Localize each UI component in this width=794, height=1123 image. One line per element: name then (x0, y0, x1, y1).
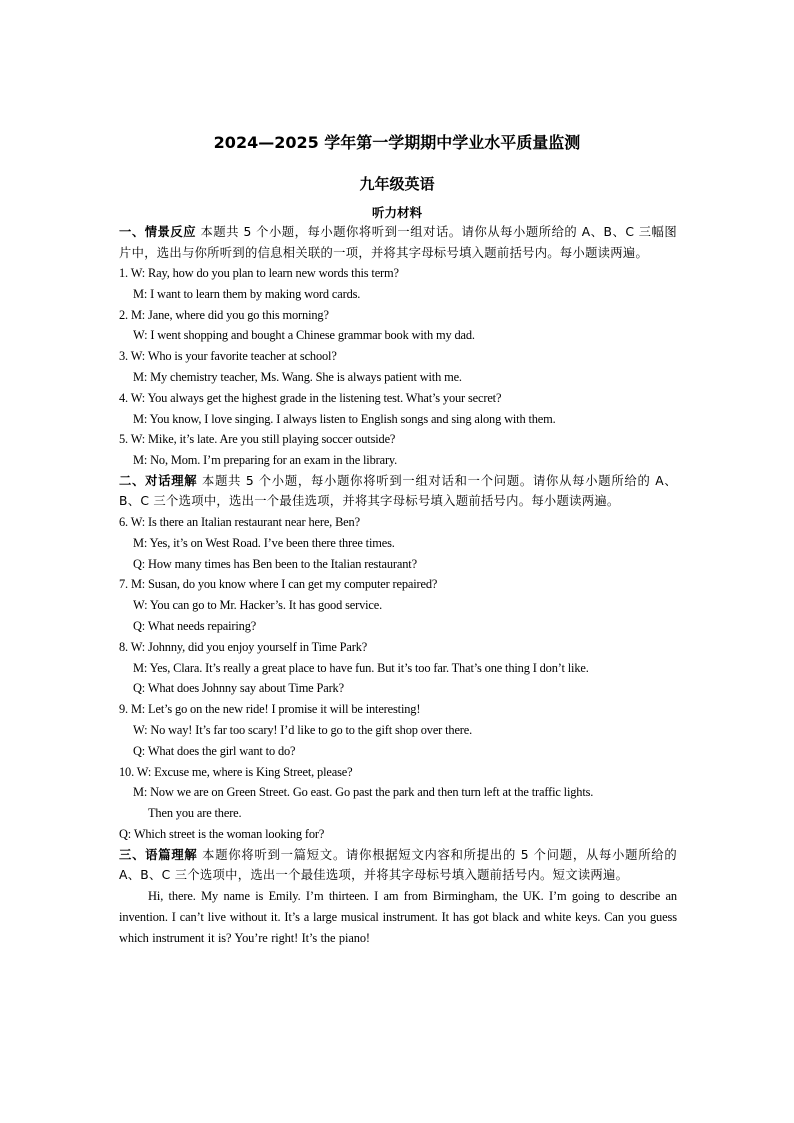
dialogue-line: W: You can go to Mr. Hacker’s. It has good service. (133, 598, 383, 613)
question-line: Q: What does the girl want to do? (133, 743, 296, 758)
question-line: Q: What needs repairing? (133, 618, 257, 633)
dialogue-line: Then you are there. (148, 806, 242, 821)
question-line: Q: What does Johnny say about Time Park? (133, 681, 344, 696)
section-1-instruction (119, 222, 677, 263)
section-3-instruction (119, 845, 677, 886)
section-2-instruction (119, 471, 677, 512)
section-1-label: 一、情景反应 (119, 225, 197, 239)
passage-text: Hi, there. My name is Emily. I’m thirteen. I am from Birmingham, the UK. I’m going to describe an invention. I can’t live without it. It’s a large musical instrument. It has got black and white keys. Can you guess which instrument it is? You’re right! It’s the piano! (119, 888, 677, 945)
dialogue-line: M: I want to learn them by making word cards. (133, 286, 361, 301)
dialogue-line: 3. W: Who is your favorite teacher at school? (119, 349, 337, 364)
dialogue-line: 6. W: Is there an Italian restaurant near here, Ben? (119, 514, 360, 529)
document-title: 2024—2025 学年第一学期期中学业水平质量监测 (213, 133, 581, 152)
dialogue-line: M: Now we are on Green Street. Go east. Go past the park and then turn left at the traffic lights. (133, 785, 594, 800)
dialogue-line: M: No, Mom. I’m preparing for an exam in the library. (133, 453, 398, 468)
dialogue-line: 10. W: Excuse me, where is King Street, please? (119, 764, 353, 779)
dialogue-line: 1. W: Ray, how do you plan to learn new words this term? (119, 266, 399, 280)
dialogue-line: 4. W: You always get the highest grade in the listening test. What’s your secret? (119, 390, 502, 405)
section-3-label: 三、语篇理解 (119, 847, 198, 862)
dialogue-line: 5. W: Mike, it’s late. Are you still playing soccer outside? (119, 432, 396, 447)
section-3-text: 本题你将听到一篇短文。请你根据短文内容和所提出的 5 个问题，从每小题所给的 A、B、C 三个选项中，选出一个最佳选项，并将其字母标号填入题前括号内。短文读两遍。 (119, 847, 677, 883)
dialogue-line: M: Yes, it’s on West Road. I’ve been there three times. (133, 535, 395, 550)
document-subtitle: 九年级英语 (359, 175, 435, 193)
dialogue-line: W: No way! It’s far too scary! I’d like to go to the gift shop over there. (133, 722, 473, 737)
dialogue-line: M: My chemistry teacher, Ms. Wang. She is always patient with me. (133, 369, 462, 384)
section-2-text: 本题共 5 个小题，每小题你将听到一组对话和一个问题。请你从每小题所给的 A、B、C 三个选项中，选出一个最佳选项，并将其字母标号填入题前括号内。每小题读两遍。 (119, 473, 677, 509)
dialogue-line: 9. M: Let’s go on the new ride! I promise it will be interesting! (119, 702, 421, 717)
dialogue-line: W: I went shopping and bought a Chinese grammar book with my dad. (133, 328, 475, 343)
dialogue-line: M: You know, I love singing. I always listen to English songs and sing along with them. (133, 411, 556, 426)
section-1-text: 本题共 5 个小题，每小题你将听到一组对话。请你从每小题所给的 A、B、C 三幅图片中，选出与你所听到的信息相关联的一项，并将其字母标号填入题前括号内。每小题读两遍。 (119, 225, 677, 260)
section-2-label: 二、对话理解 (119, 473, 198, 488)
dialogue-line: 7. M: Susan, do you know where I can get my computer repaired? (119, 577, 438, 592)
section-heading: 听力材料 (371, 205, 422, 220)
dialogue-line: M: Yes, Clara. It’s really a great place to have fun. But it’s too far. That’s one thing I don’t like. (133, 660, 589, 675)
question-line: Q: How many times has Ben been to the Italian restaurant? (133, 556, 417, 571)
listening-material (119, 222, 677, 949)
dialogue-line: 8. W: Johnny, did you enjoy yourself in Time Park? (119, 639, 368, 654)
question-line: Q: Which street is the woman looking for? (119, 826, 325, 841)
dialogue-line: 2. M: Jane, where did you go this morning? (119, 307, 329, 322)
